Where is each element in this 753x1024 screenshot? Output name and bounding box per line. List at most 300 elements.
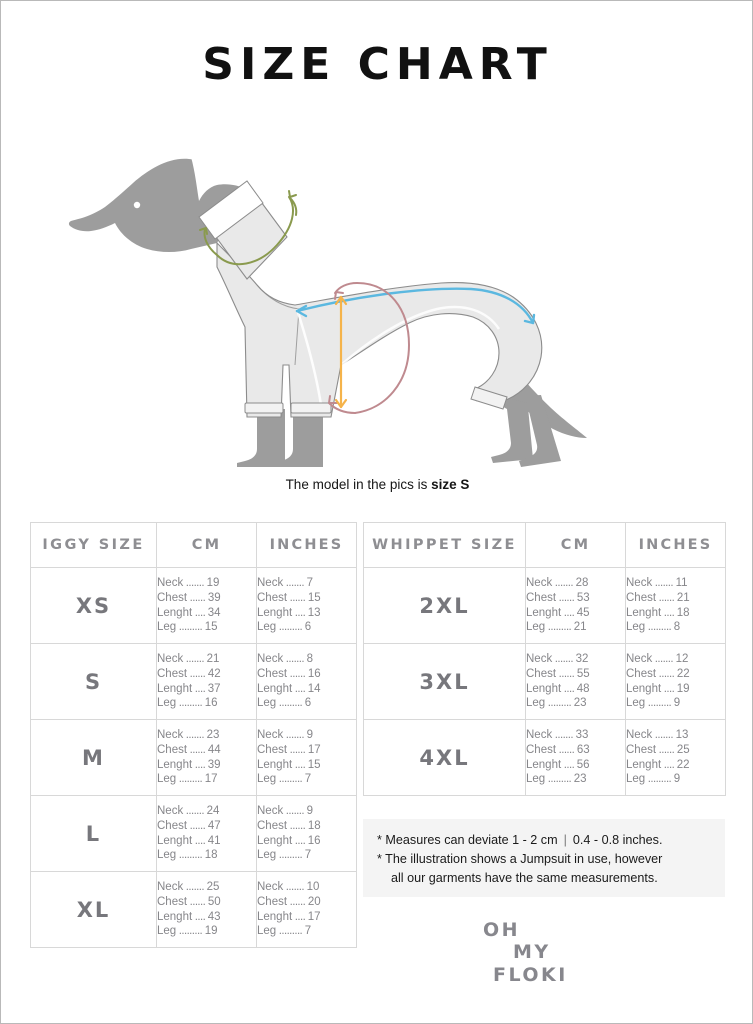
measurement-dots: ......... — [645, 773, 674, 786]
note-deviation-inches: 0.4 - 0.8 inches. — [572, 833, 663, 847]
measurement-dots: ...... — [287, 895, 308, 908]
measurement-dots: ...... — [287, 591, 308, 604]
logo-line-my: MY — [513, 941, 551, 963]
measurement-label: Chest — [526, 591, 557, 604]
measurement-dots: ...... — [287, 819, 308, 832]
iggy-size-table — [30, 522, 357, 948]
column-header-inches: INCHES — [257, 523, 357, 568]
measurement-label: Neck — [157, 577, 184, 590]
measurement-dots: ...... — [556, 667, 577, 680]
note-illustration-line2: all our garments have the same measurements. — [391, 871, 658, 885]
measurement-dots: .... — [292, 910, 308, 923]
measurement-value: 10 — [306, 881, 320, 894]
measurement-line — [257, 895, 356, 910]
measurement-label: Chest — [526, 743, 557, 756]
column-header-size: IGGY SIZE — [31, 523, 157, 568]
measurement-dots: ....... — [183, 653, 207, 666]
measurement-value: 20 — [307, 895, 321, 908]
measurement-line — [526, 743, 625, 758]
note-illustration — [377, 850, 713, 888]
measurement-value: 42 — [207, 667, 221, 680]
measurement-value: 18 — [676, 606, 690, 619]
column-header-inches: INCHES — [626, 523, 726, 568]
measurement-value: 13 — [307, 606, 321, 619]
measurement-label: Chest — [626, 591, 657, 604]
measurement-value: 39 — [207, 758, 221, 771]
measurement-label: Lenght — [157, 758, 193, 771]
measurement-label: Leg — [626, 621, 646, 634]
measurement-line — [257, 924, 356, 939]
measurement-dots: ....... — [183, 577, 207, 590]
measurement-label: Neck — [257, 881, 284, 894]
measurement-value: 21 — [573, 621, 587, 634]
measurement-value: 7 — [306, 577, 313, 590]
measurement-value: 9 — [306, 805, 313, 818]
measurement-line — [157, 728, 256, 743]
measurement-value: 19 — [204, 925, 218, 938]
measurement-value: 15 — [204, 621, 218, 634]
measurement-dots: ....... — [652, 729, 676, 742]
measurement-label: Lenght — [257, 606, 293, 619]
measurement-line — [157, 758, 256, 773]
measurement-dots: ...... — [287, 743, 308, 756]
measurement-value: 23 — [206, 729, 220, 742]
measurement-dots: ...... — [556, 591, 577, 604]
measurement-label: Lenght — [626, 606, 662, 619]
measurement-dots: .... — [192, 758, 208, 771]
measurement-dots: ...... — [287, 667, 308, 680]
logo-line-oh: OH — [483, 919, 521, 941]
measurement-label: Lenght — [526, 682, 562, 695]
notes-block — [363, 819, 725, 897]
caption-size: size S — [431, 477, 470, 492]
model-size-caption — [1, 477, 753, 492]
note-separator: | — [563, 833, 567, 847]
measurement-label: Leg — [626, 773, 646, 786]
measurement-label: Leg — [626, 697, 646, 710]
measurement-label: Neck — [157, 881, 184, 894]
measurement-dots: ....... — [283, 653, 307, 666]
measurement-line — [257, 804, 356, 819]
measurement-value: 25 — [206, 881, 220, 894]
measurement-dots: ...... — [187, 743, 208, 756]
note-deviation-cm: * Measures can deviate 1 - 2 cm — [377, 833, 558, 847]
measurement-dots: ...... — [187, 591, 208, 604]
measurement-dots: .... — [661, 606, 677, 619]
measurement-label: Chest — [257, 895, 288, 908]
measurement-line — [626, 772, 725, 787]
measurement-dots: .... — [192, 606, 208, 619]
measurement-dots: ......... — [276, 621, 305, 634]
measurement-line — [626, 758, 725, 773]
whippet-table-body — [364, 568, 726, 796]
measurement-line — [257, 728, 356, 743]
measurement-line — [157, 682, 256, 697]
measurement-value: 9 — [673, 697, 681, 710]
measurements-cm — [157, 720, 257, 796]
measurement-value: 43 — [207, 910, 221, 923]
measurement-line — [257, 743, 356, 758]
size-label: 4XL — [364, 720, 526, 796]
measurement-line — [257, 848, 356, 863]
size-label: S — [31, 644, 157, 720]
measurement-line — [157, 591, 256, 606]
measurement-value: 39 — [207, 591, 221, 604]
measurement-label: Chest — [257, 743, 288, 756]
measurement-line — [257, 667, 356, 682]
size-label: 3XL — [364, 644, 526, 720]
measurement-value: 7 — [304, 773, 312, 786]
measurement-line — [626, 652, 725, 667]
size-label: XL — [31, 872, 157, 948]
measurements-cm — [157, 796, 257, 872]
measurement-line — [157, 620, 256, 635]
measurement-value: 8 — [673, 621, 681, 634]
measurement-value: 45 — [576, 606, 590, 619]
size-label: XS — [31, 568, 157, 644]
measurement-label: Leg — [257, 773, 277, 786]
measurement-value: 23 — [573, 773, 587, 786]
measurement-line — [626, 591, 725, 606]
measurement-dots: ....... — [283, 729, 307, 742]
measurement-label: Chest — [257, 819, 288, 832]
measurement-label: Lenght — [257, 834, 293, 847]
whippet-size-table — [363, 522, 726, 796]
measurement-dots: .... — [192, 910, 208, 923]
page-title: SIZE CHART — [202, 39, 553, 90]
measurement-line — [526, 576, 625, 591]
measurement-label: Lenght — [157, 606, 193, 619]
measurement-value: 9 — [306, 729, 313, 742]
measurement-label: Lenght — [257, 758, 293, 771]
iggy-table-body — [31, 568, 357, 948]
measurement-line — [157, 696, 256, 711]
measurements-cm — [526, 720, 626, 796]
measurement-value: 8 — [306, 653, 313, 666]
measurement-dots: ....... — [283, 577, 307, 590]
measurements-inches — [257, 720, 357, 796]
table-row — [364, 644, 726, 720]
measurement-value: 16 — [307, 834, 321, 847]
measurement-dots: ......... — [276, 697, 305, 710]
column-header-cm: CM — [157, 523, 257, 568]
measurements-inches — [626, 720, 726, 796]
measurement-label: Leg — [257, 925, 277, 938]
measurement-dots: ....... — [552, 729, 576, 742]
measurement-value: 32 — [575, 653, 589, 666]
measurement-line — [257, 696, 356, 711]
measurement-line — [626, 576, 725, 591]
measurement-label: Chest — [157, 591, 188, 604]
measurement-line — [626, 682, 725, 697]
measurement-dots: ....... — [183, 881, 207, 894]
measurement-dots: ......... — [176, 621, 205, 634]
measurement-label: Neck — [626, 653, 653, 666]
measurement-dots: .... — [292, 758, 308, 771]
dog-front-leg-far — [237, 409, 285, 467]
measurement-label: Neck — [526, 729, 553, 742]
measurement-value: 19 — [676, 682, 690, 695]
measurements-inches — [257, 872, 357, 948]
measurement-label: Leg — [157, 925, 177, 938]
measurement-value: 53 — [576, 591, 590, 604]
measurement-value: 22 — [676, 758, 690, 771]
caption-text: The model in the pics is — [285, 477, 432, 492]
measurement-dots: ......... — [545, 621, 574, 634]
measurement-line — [257, 620, 356, 635]
measurements-cm — [157, 568, 257, 644]
measurement-line — [257, 682, 356, 697]
measurement-dots: ...... — [187, 895, 208, 908]
measurement-line — [626, 620, 725, 635]
measurement-value: 28 — [575, 577, 589, 590]
measurement-dots: .... — [661, 758, 677, 771]
measurement-line — [157, 667, 256, 682]
measurement-line — [626, 728, 725, 743]
measurement-line — [626, 667, 725, 682]
measurement-label: Lenght — [157, 910, 193, 923]
measurement-value: 41 — [207, 834, 221, 847]
measurement-dots: ......... — [176, 925, 205, 938]
measurement-label: Neck — [257, 805, 284, 818]
measurement-label: Chest — [626, 743, 657, 756]
measurements-cm — [526, 568, 626, 644]
measurement-line — [526, 772, 625, 787]
table-header-row — [364, 523, 726, 568]
measurement-value: 6 — [304, 621, 312, 634]
measurement-value: 55 — [576, 667, 590, 680]
measurement-dots: ......... — [276, 849, 305, 862]
measurement-line — [157, 652, 256, 667]
measurement-label: Leg — [157, 697, 177, 710]
measurement-value: 50 — [207, 895, 221, 908]
measurement-value: 63 — [576, 743, 590, 756]
measurement-line — [157, 606, 256, 621]
measurement-label: Chest — [157, 667, 188, 680]
measurement-dots: ......... — [176, 773, 205, 786]
measurement-dots: ....... — [183, 729, 207, 742]
measurement-label: Leg — [157, 773, 177, 786]
measurement-value: 15 — [307, 758, 321, 771]
measurement-dots: ....... — [652, 653, 676, 666]
measurement-label: Neck — [526, 653, 553, 666]
measurement-value: 25 — [676, 743, 690, 756]
table-row — [31, 872, 357, 948]
measurement-dots: ....... — [183, 805, 207, 818]
column-header-size: WHIPPET SIZE — [364, 523, 526, 568]
measurement-label: Lenght — [526, 606, 562, 619]
measurement-value: 14 — [307, 682, 321, 695]
measurement-line — [157, 834, 256, 849]
measurement-value: 9 — [673, 773, 681, 786]
measurement-line — [157, 743, 256, 758]
measurement-dots: .... — [292, 682, 308, 695]
measurement-line — [257, 910, 356, 925]
measurement-dots: ....... — [652, 577, 676, 590]
measurements-inches — [257, 568, 357, 644]
measurement-dots: ....... — [552, 653, 576, 666]
measurement-label: Leg — [526, 621, 546, 634]
measurement-value: 13 — [675, 729, 689, 742]
measurement-dots: ...... — [656, 667, 677, 680]
measurement-dots: ......... — [276, 925, 305, 938]
measurement-label: Lenght — [257, 682, 293, 695]
measurement-value: 21 — [676, 591, 690, 604]
measurement-value: 7 — [304, 925, 312, 938]
measurement-line — [626, 696, 725, 711]
measurement-dots: ......... — [645, 697, 674, 710]
size-label: 2XL — [364, 568, 526, 644]
measurement-dots: .... — [192, 834, 208, 847]
note-illustration-line1: * The illustration shows a Jumpsuit in use, however — [377, 852, 663, 866]
measurement-label: Neck — [157, 729, 184, 742]
measurement-value: 33 — [575, 729, 589, 742]
measurement-label: Chest — [157, 895, 188, 908]
measurement-line — [526, 728, 625, 743]
dog-eye — [134, 202, 140, 208]
measurement-line — [157, 804, 256, 819]
measurement-dots: ...... — [556, 743, 577, 756]
measurement-line — [626, 606, 725, 621]
table-row — [31, 796, 357, 872]
measurement-dots: .... — [561, 682, 577, 695]
measurement-line — [257, 606, 356, 621]
measurement-line — [526, 591, 625, 606]
measurement-value: 11 — [675, 577, 688, 590]
measurement-dots: ...... — [656, 743, 677, 756]
measurement-dots: ......... — [645, 621, 674, 634]
measurement-value: 7 — [304, 849, 312, 862]
measurement-dots: .... — [561, 606, 577, 619]
measurement-line — [526, 758, 625, 773]
measurement-dots: .... — [192, 682, 208, 695]
measurement-line — [257, 772, 356, 787]
measurement-value: 16 — [307, 667, 321, 680]
measurement-label: Leg — [257, 621, 277, 634]
measurement-line — [257, 880, 356, 895]
measurement-value: 19 — [206, 577, 220, 590]
measurement-line — [257, 834, 356, 849]
measurement-label: Chest — [626, 667, 657, 680]
measurement-dots: ......... — [176, 697, 205, 710]
measurement-label: Lenght — [526, 758, 562, 771]
measurement-value: 6 — [304, 697, 312, 710]
logo-line-floki: FLOKI — [493, 964, 568, 986]
measurement-label: Leg — [257, 697, 277, 710]
dog-illustration — [41, 97, 681, 467]
measurement-value: 15 — [307, 591, 321, 604]
measurement-line — [526, 652, 625, 667]
measurement-value: 12 — [675, 653, 689, 666]
measurement-label: Lenght — [626, 682, 662, 695]
measurement-label: Chest — [257, 591, 288, 604]
measurement-line — [157, 880, 256, 895]
measurement-label: Neck — [257, 577, 284, 590]
measurement-value: 48 — [576, 682, 590, 695]
measurement-label: Leg — [257, 849, 277, 862]
measurement-label: Leg — [157, 849, 177, 862]
measurement-line — [257, 591, 356, 606]
measurements-cm — [157, 644, 257, 720]
measurement-label: Chest — [157, 743, 188, 756]
measurement-line — [526, 606, 625, 621]
measurement-dots: ....... — [552, 577, 576, 590]
measurement-dots: ...... — [187, 667, 208, 680]
measurement-dots: ....... — [283, 805, 307, 818]
measurements-inches — [257, 644, 357, 720]
measurement-line — [526, 696, 625, 711]
measurement-value: 47 — [207, 819, 221, 832]
measurement-value: 37 — [207, 682, 221, 695]
measurement-label: Chest — [157, 819, 188, 832]
measurement-value: 22 — [676, 667, 690, 680]
measurement-label: Neck — [157, 805, 184, 818]
measurement-value: 44 — [207, 743, 221, 756]
jumpsuit-body — [217, 243, 542, 417]
measurements-inches — [626, 568, 726, 644]
measurements-cm — [157, 872, 257, 948]
measurement-dots: .... — [292, 834, 308, 847]
dog-rear-leg-far — [485, 397, 533, 463]
measurements-inches — [257, 796, 357, 872]
column-header-cm: CM — [526, 523, 626, 568]
size-label: M — [31, 720, 157, 796]
measurement-label: Lenght — [157, 834, 193, 847]
jumpsuit — [199, 181, 542, 417]
measurement-line — [157, 924, 256, 939]
measurement-value: 34 — [207, 606, 221, 619]
measurement-line — [157, 772, 256, 787]
measurement-line — [526, 620, 625, 635]
table-row — [31, 720, 357, 796]
measurement-line — [157, 819, 256, 834]
note-deviation — [377, 831, 713, 850]
table-row — [31, 644, 357, 720]
measurement-label: Leg — [526, 773, 546, 786]
measurement-label: Neck — [257, 653, 284, 666]
measurement-dots: ......... — [545, 697, 574, 710]
measurement-dots: ....... — [283, 881, 307, 894]
measurement-label: Neck — [626, 729, 653, 742]
table-row — [31, 568, 357, 644]
measurement-dots: .... — [292, 606, 308, 619]
measurement-value: 23 — [573, 697, 587, 710]
measurement-line — [526, 667, 625, 682]
measurement-dots: ...... — [187, 819, 208, 832]
measurement-label: Leg — [526, 697, 546, 710]
measurement-line — [157, 910, 256, 925]
measurement-line — [157, 576, 256, 591]
measurement-value: 18 — [307, 819, 321, 832]
measurement-value: 16 — [204, 697, 218, 710]
measurement-line — [157, 895, 256, 910]
measurement-value: 17 — [307, 743, 321, 756]
measurement-dots: .... — [661, 682, 677, 695]
measurement-line — [157, 848, 256, 863]
measurement-dots: ......... — [276, 773, 305, 786]
measurement-line — [526, 682, 625, 697]
measurement-dots: ......... — [545, 773, 574, 786]
measurements-inches — [626, 644, 726, 720]
measurement-label: Neck — [157, 653, 184, 666]
measurement-label: Chest — [526, 667, 557, 680]
size-label: L — [31, 796, 157, 872]
measurement-value: 17 — [307, 910, 321, 923]
dog-illustration-svg — [41, 97, 681, 467]
measurement-value: 56 — [576, 758, 590, 771]
measurement-label: Neck — [257, 729, 284, 742]
table-row — [364, 568, 726, 644]
